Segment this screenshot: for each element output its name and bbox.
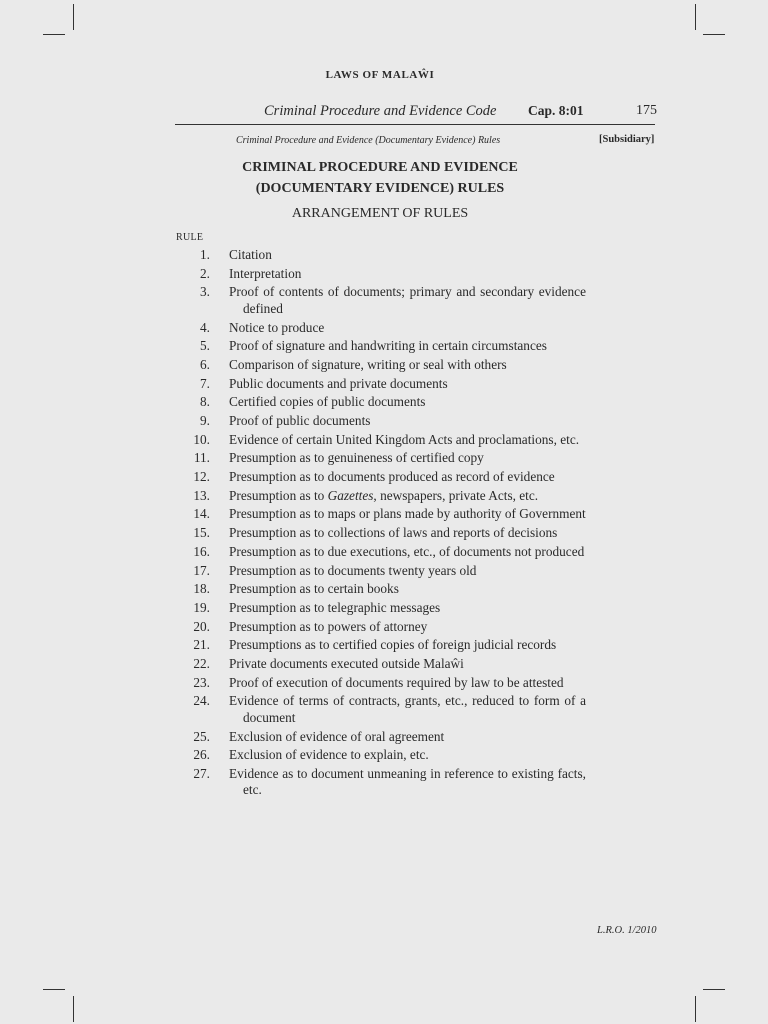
- rule-title: Presumption as to telegraphic messages: [229, 599, 441, 615]
- rule-number: 17.: [193, 562, 210, 578]
- rule-title: Presumption as to documents produced as record of evidence: [229, 469, 555, 485]
- crop-mark-bottom-right-h: [703, 989, 725, 990]
- rule-number: 24.: [193, 693, 210, 709]
- rule-title: Comparison of signature, writing or seal with others: [229, 356, 507, 372]
- rule-number: 18.: [193, 581, 210, 597]
- rule-title: Presumption as to certain books: [229, 581, 399, 597]
- rule-number: 26.: [193, 747, 210, 763]
- rule-item: [176, 247, 586, 264]
- rule-title: Exclusion of evidence of oral agreement: [229, 728, 445, 744]
- rule-title: Notice to produce: [229, 319, 325, 335]
- rule-number: 12.: [193, 469, 210, 485]
- rule-item: [176, 338, 586, 355]
- rule-column-label: RULE: [176, 232, 204, 243]
- rule-item: [176, 675, 586, 692]
- rule-item: [176, 729, 586, 746]
- rule-item: [176, 376, 586, 393]
- rule-number: 23.: [193, 674, 210, 690]
- rule-title: Presumptions as to certified copies of foreign judicial records: [229, 637, 557, 653]
- rule-title: Exclusion of evidence to explain, etc.: [229, 747, 429, 763]
- rule-number: 19.: [193, 599, 210, 615]
- rule-number: 1.: [200, 247, 210, 262]
- subsidiary-tag: [Subsidiary]: [599, 134, 655, 145]
- rule-title: Proof of public documents: [229, 413, 371, 428]
- rule-title: Citation: [229, 247, 272, 262]
- rule-item: [176, 266, 586, 283]
- rule-title: Public documents and private documents: [229, 375, 448, 391]
- rule-item: [176, 413, 586, 430]
- rule-number: 20.: [193, 618, 210, 634]
- rule-title: Evidence of certain United Kingdom Acts and proclamations, etc.: [229, 431, 580, 447]
- rule-title: Presumption as to due executions, etc., of documents not produced: [229, 543, 585, 559]
- rule-title: Evidence of terms of contracts, grants, etc., reduced to form of a document: [229, 693, 586, 725]
- rule-item: [176, 600, 586, 617]
- rule-title: Presumption as to documents twenty years old: [229, 562, 477, 578]
- rule-number: 3.: [200, 284, 210, 300]
- code-name: Criminal Procedure and Evidence Code: [264, 103, 497, 119]
- rule-item: [176, 357, 586, 374]
- rule-item: [176, 284, 586, 317]
- rule-item: [176, 544, 586, 561]
- rule-item: [176, 394, 586, 411]
- page-number: 175: [636, 103, 657, 118]
- rule-title: Presumption as to powers of attorney: [229, 618, 428, 634]
- rule-item: [176, 766, 586, 799]
- rules-list: [176, 247, 586, 801]
- rule-title: Evidence as to document unmeaning in reference to existing facts, etc.: [229, 765, 586, 798]
- rule-number: 14.: [193, 506, 210, 522]
- rule-title: Proof of contents of documents; primary and secondary evidence defined: [229, 284, 586, 316]
- rule-item: [176, 525, 586, 542]
- rule-number: 11.: [193, 450, 210, 466]
- rule-number: 4.: [200, 319, 210, 335]
- rule-number: 21.: [193, 637, 210, 653]
- rule-title: Private documents executed outside Malaŵi: [229, 655, 464, 671]
- rule-item: [176, 656, 586, 673]
- rule-number: 10.: [193, 431, 210, 447]
- rule-title: Certified copies of public documents: [229, 394, 426, 410]
- document-heading-line2: (DOCUMENTARY EVIDENCE) RULES: [255, 181, 505, 196]
- rule-item: [176, 637, 586, 654]
- subsidiary-title: Criminal Procedure and Evidence (Documentary Evidence) Rules: [236, 135, 501, 146]
- rule-number: 6.: [200, 356, 210, 372]
- rule-item: [176, 747, 586, 764]
- crop-mark-top-left-h: [43, 34, 65, 35]
- chapter-number: Cap. 8:01: [528, 103, 584, 118]
- rule-item: [176, 506, 586, 523]
- rule-number: 7.: [200, 375, 210, 391]
- rule-title: Presumption as to collections of laws and reports of decisions: [229, 525, 558, 541]
- rule-number: 5.: [200, 338, 210, 354]
- rule-number: 22.: [193, 655, 210, 671]
- rule-title-part: , newspapers, private Acts, etc.: [373, 487, 539, 503]
- rule-number: 8.: [200, 394, 210, 410]
- crop-mark-top-left-v: [73, 4, 74, 30]
- rule-title: Interpretation: [229, 265, 302, 281]
- rule-item: [176, 432, 586, 449]
- crop-mark-bottom-right-v: [695, 996, 696, 1022]
- arrangement-heading: ARRANGEMENT OF RULES: [291, 206, 469, 221]
- rule-title: Proof of signature and handwriting in certain circumstances: [229, 338, 547, 354]
- rule-title-part: Presumption as to: [229, 487, 328, 503]
- rule-item: [176, 693, 586, 726]
- crop-mark-top-right-h: [703, 34, 725, 35]
- revision-code: L.R.O. 1/2010: [597, 925, 657, 936]
- rule-item: [176, 320, 586, 337]
- rule-title: Presumption as to genuineness of certified copy: [229, 450, 484, 466]
- rule-item: [176, 488, 586, 505]
- document-heading-line1: CRIMINAL PROCEDURE AND EVIDENCE: [242, 160, 518, 175]
- rule-item: [176, 619, 586, 636]
- crop-mark-bottom-left-v: [73, 996, 74, 1022]
- rule-item: [176, 469, 586, 486]
- crop-mark-top-right-v: [695, 4, 696, 30]
- rule-number: 15.: [193, 525, 210, 541]
- rule-title: [229, 488, 586, 505]
- rule-title: Proof of execution of documents required by law to be attested: [229, 674, 564, 690]
- rule-number: 27.: [193, 765, 210, 781]
- rule-item: [176, 450, 586, 467]
- rule-item: [176, 581, 586, 598]
- rule-number: 2.: [200, 265, 210, 281]
- rule-title: Presumption as to maps or plans made by authority of Government: [229, 506, 586, 522]
- rule-number: 9.: [200, 413, 210, 428]
- rule-number: 13.: [193, 487, 210, 503]
- crop-mark-bottom-left-h: [43, 989, 65, 990]
- rule-item: [176, 563, 586, 580]
- rule-number: 16.: [193, 543, 210, 559]
- rule-number: 25.: [193, 728, 210, 744]
- running-head: LAWS OF MALAŴI: [325, 69, 435, 81]
- rule-title-italic: Gazettes: [327, 487, 374, 503]
